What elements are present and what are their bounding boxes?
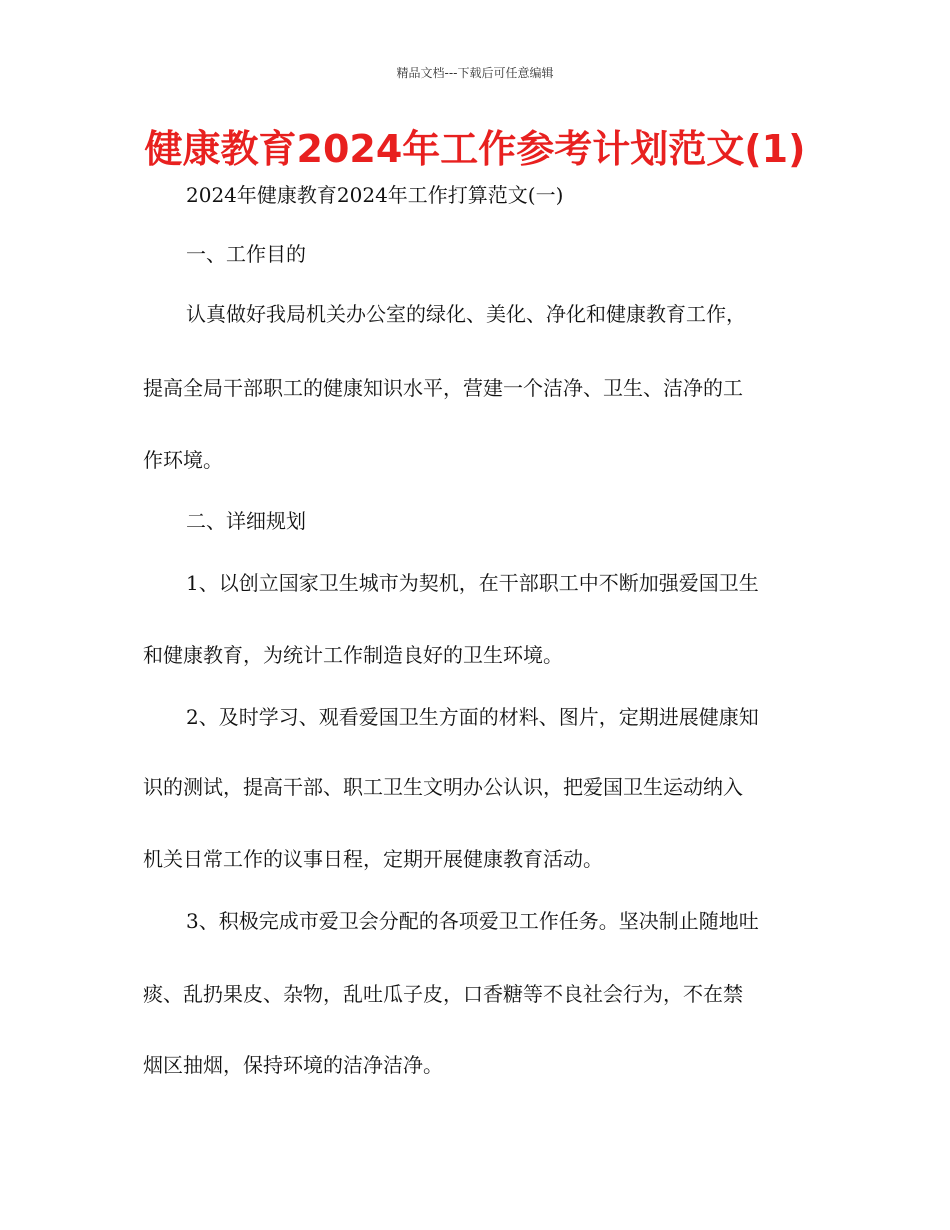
document-title: 健康教育2024年工作参考计划范文(1) <box>144 127 806 171</box>
paragraph-line: 痰、乱扔果皮、杂物，乱吐瓜子皮，口香糖等不良社会行为，不在禁 <box>143 982 743 1006</box>
section-heading-2: 二、详细规划 <box>186 509 306 533</box>
subtitle-line: 2024年健康教育2024年工作打算范文(一) <box>186 183 564 207</box>
paragraph-line: 识的测试，提高干部、职工卫生文明办公认识，把爱国卫生运动纳入 <box>143 775 743 799</box>
paragraph-line: 提高全局干部职工的健康知识水平，营建一个洁净、卫生、洁净的工 <box>143 376 743 400</box>
paragraph-line: 机关日常工作的议事日程，定期开展健康教育活动。 <box>143 847 603 871</box>
paragraph-line: 烟区抽烟，保持环境的洁净洁净。 <box>143 1053 443 1077</box>
page-header: 精品文档---下载后可任意编辑 <box>396 66 554 80</box>
paragraph-line: 和健康教育，为统计工作制造良好的卫生环境。 <box>143 643 563 667</box>
paragraph-line: 作环境。 <box>143 448 223 472</box>
paragraph-line: 2、及时学习、观看爱国卫生方面的材料、图片，定期进展健康知 <box>186 705 759 729</box>
section-heading-1: 一、工作目的 <box>186 242 306 266</box>
paragraph-line: 1、以创立国家卫生城市为契机，在干部职工中不断加强爱国卫生 <box>186 571 759 595</box>
paragraph-line: 3、积极完成市爱卫会分配的各项爱卫工作任务。坚决制止随地吐 <box>186 909 759 933</box>
paragraph-line: 认真做好我局机关办公室的绿化、美化、净化和健康教育工作， <box>186 302 746 326</box>
